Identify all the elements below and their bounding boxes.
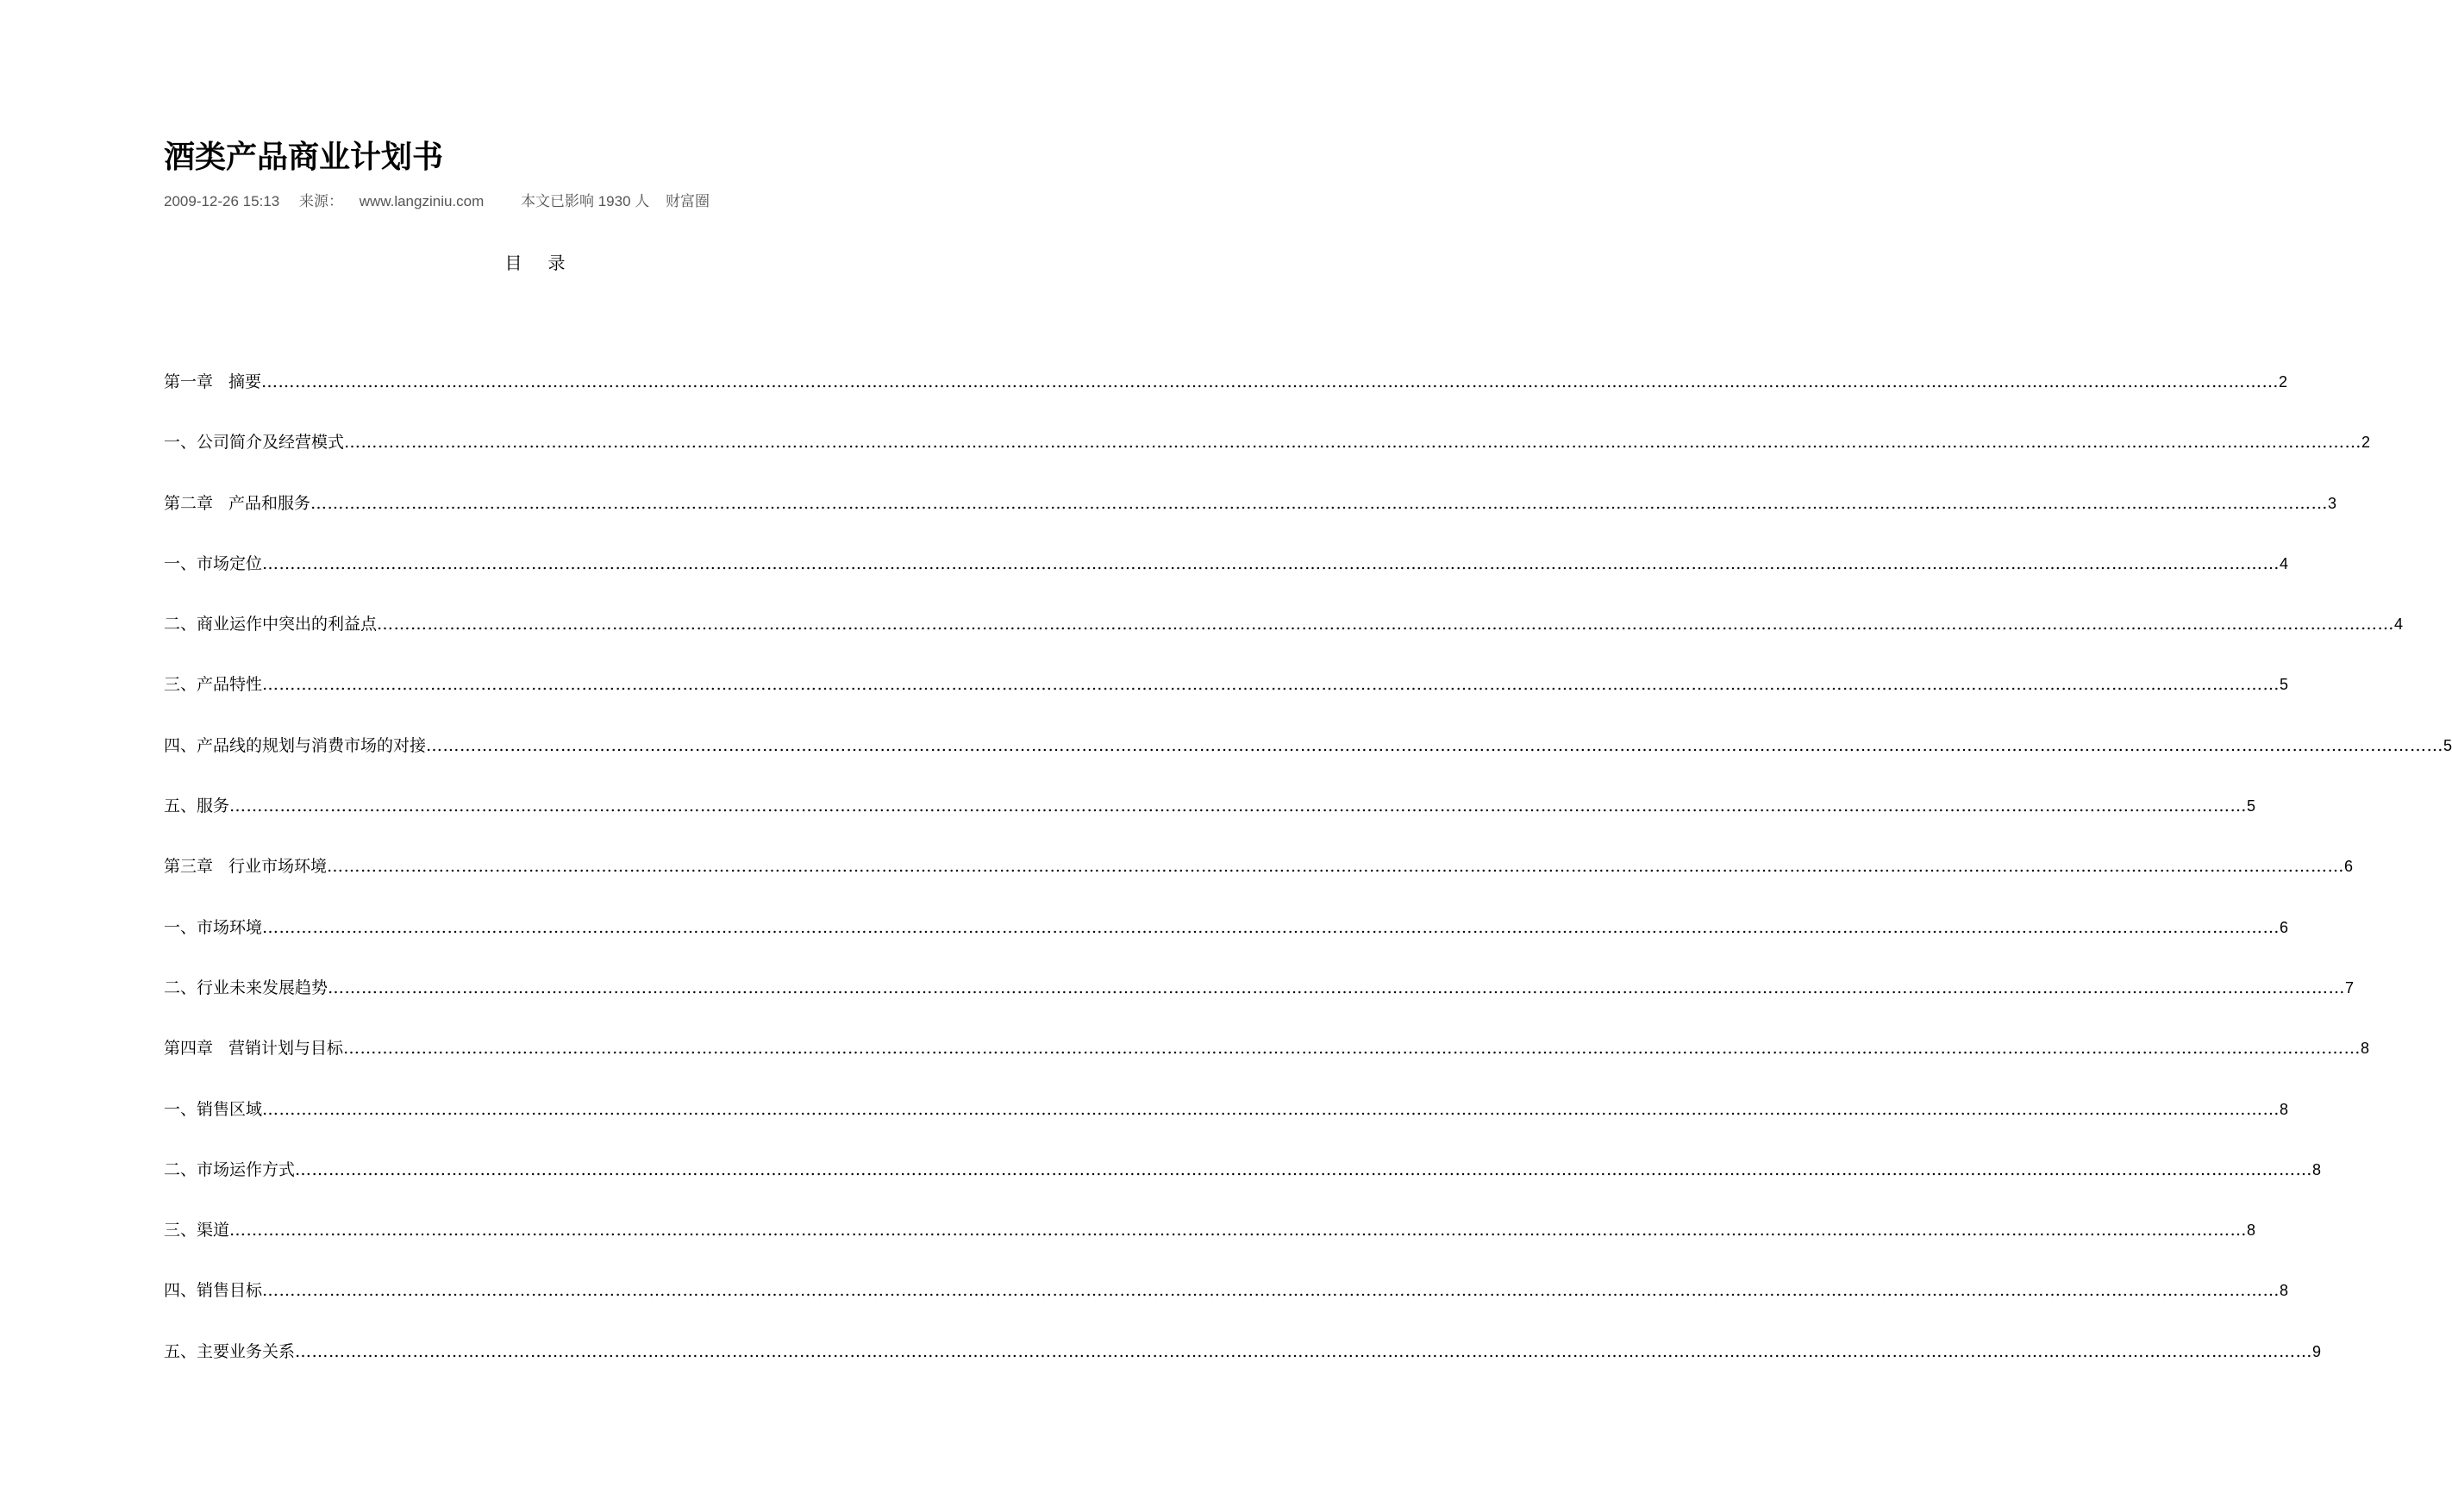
toc-entry-title: 市场环境	[197, 917, 263, 937]
toc-entry-label	[164, 672, 262, 697]
toc-entry-label	[164, 611, 377, 637]
toc-heading: 目录	[504, 253, 591, 273]
toc-entry-title: 摘要	[228, 372, 262, 391]
toc-dot-leader: ………………………………………………………………………………………………………………………………………………………………………………………………………………………………………………………………………………………………………………………………	[344, 433, 2362, 453]
toc-entry-label	[164, 1157, 295, 1183]
toc-entry-title: 市场运作方式	[197, 1159, 296, 1179]
toc-entry-label	[164, 1278, 262, 1303]
toc-dot-leader: ………………………………………………………………………………………………………………………………………………………………………………………………………………………………………………………………………………………………………………………………	[229, 797, 2248, 816]
toc-page-number: 4	[2394, 615, 2404, 634]
toc-page-number: 2	[2361, 434, 2371, 452]
toc-dot-leader: ………………………………………………………………………………………………………………………………………………………………………………………………………………………………………………………………………………………………………………………………	[262, 553, 2280, 573]
toc-page-number: 8	[2247, 1221, 2256, 1240]
toc-entry-title: 销售区域	[197, 1099, 263, 1119]
toc-page-number: 8	[2361, 1040, 2370, 1058]
source-link[interactable]: www.langziniu.com	[359, 193, 485, 209]
toc-dot-leader: ………………………………………………………………………………………………………………………………………………………………………………………………………………………………………………………………………………………………………………………………	[328, 978, 2346, 997]
toc-entry-number: 五、	[164, 1341, 197, 1361]
toc-entry-number: 第二章	[164, 493, 214, 513]
toc-entry-label	[164, 975, 328, 1001]
toc-entry-number: 三、	[164, 1221, 197, 1240]
toc-entry-label	[164, 429, 344, 455]
toc-entry-number: 二、	[164, 978, 197, 997]
toc-section-entry[interactable]	[164, 975, 2355, 1035]
toc-page-number: 8	[2312, 1160, 2322, 1178]
toc-entry-title: 产品特性	[197, 675, 263, 695]
toc-entry-number: 一、	[164, 917, 197, 937]
toc-section-entry[interactable]	[164, 1339, 2322, 1399]
toc-page-number: 4	[2280, 554, 2289, 572]
toc-chapter-entry[interactable]	[164, 490, 2337, 551]
toc-entry-title: 行业未来发展趋势	[197, 978, 328, 997]
toc-page-number: 8	[2280, 1100, 2289, 1118]
toc-entry-number: 五、	[164, 797, 197, 816]
toc-dot-leader: ………………………………………………………………………………………………………………………………………………………………………………………………………………………………………………………………………………………………………………………………	[262, 675, 2280, 695]
toc-section-entry[interactable]	[164, 551, 2289, 611]
toc-chapter-entry[interactable]	[164, 1035, 2370, 1096]
toc-chapter-entry[interactable]	[164, 369, 2288, 429]
toc-entry-title: 服务	[197, 797, 230, 816]
source-label: 来源：	[298, 193, 343, 209]
toc-entry-label	[164, 1097, 262, 1122]
toc-chapter-entry[interactable]	[164, 853, 2354, 914]
toc-dot-leader: ………………………………………………………………………………………………………………………………………………………………………………………………………………………………………………………………………………………………………………………………	[295, 1341, 2313, 1361]
toc-entry-number: 第一章	[164, 372, 214, 391]
toc-section-entry[interactable]	[164, 611, 2404, 672]
toc-section-entry[interactable]	[164, 1278, 2289, 1338]
toc-entry-label	[164, 1035, 343, 1061]
toc-entry-title: 市场定位	[197, 553, 263, 573]
toc-entry-title: 行业市场环境	[228, 857, 328, 877]
toc-dot-leader: ………………………………………………………………………………………………………………………………………………………………………………………………………………………………………………………………………………………………………………………………	[262, 1099, 2280, 1119]
toc-entry-label	[164, 1217, 229, 1243]
toc-entry-title: 渠道	[197, 1221, 230, 1240]
toc-dot-leader: ………………………………………………………………………………………………………………………………………………………………………………………………………………………………………………………………………………………………………………………………	[261, 372, 2280, 391]
toc-entry-title: 主要业务关系	[197, 1341, 296, 1361]
impact-count: 本文已影响 1930 人	[521, 193, 650, 209]
toc-page-number: 9	[2312, 1342, 2322, 1360]
toc-dot-leader: ………………………………………………………………………………………………………………………………………………………………………………………………………………………………………………………………………………………………………………………………	[343, 1039, 2361, 1059]
document-title: 酒类产品商业计划书	[164, 139, 444, 175]
table-of-contents	[164, 369, 2452, 1399]
toc-page-number: 5	[2280, 676, 2289, 694]
toc-page-number: 5	[2443, 736, 2452, 754]
toc-entry-label	[164, 551, 262, 577]
toc-page-number: 2	[2279, 373, 2288, 390]
toc-entry-title: 营销计划与目标	[228, 1039, 344, 1059]
toc-entry-number: 二、	[164, 615, 197, 634]
toc-section-entry[interactable]	[164, 672, 2289, 732]
toc-entry-number: 第三章	[164, 857, 214, 877]
toc-entry-title: 销售目标	[197, 1281, 263, 1301]
toc-entry-title: 产品线的规划与消费市场的对接	[197, 735, 427, 755]
toc-entry-label	[164, 853, 327, 879]
toc-section-entry[interactable]	[164, 733, 2452, 793]
toc-page-number: 6	[2344, 858, 2354, 876]
toc-entry-label	[164, 369, 261, 395]
publish-datetime: 2009-12-26 15:13	[164, 193, 280, 209]
toc-entry-number: 四、	[164, 735, 197, 755]
toc-dot-leader: ………………………………………………………………………………………………………………………………………………………………………………………………………………………………………………………………………………………………………………………………	[426, 735, 2444, 755]
toc-page-number: 3	[2328, 494, 2337, 512]
toc-dot-leader: ………………………………………………………………………………………………………………………………………………………………………………………………………………………………………………………………………………………………………………………………	[262, 1281, 2280, 1301]
toc-entry-number: 第四章	[164, 1039, 214, 1059]
channel-link[interactable]: 财富圈	[666, 193, 710, 209]
toc-entry-number: 三、	[164, 675, 197, 695]
toc-entry-label	[164, 915, 262, 940]
toc-section-entry[interactable]	[164, 429, 2371, 490]
toc-page-number: 5	[2247, 797, 2256, 815]
toc-entry-label	[164, 490, 310, 516]
toc-section-entry[interactable]	[164, 1217, 2256, 1278]
toc-entry-number: 一、	[164, 553, 197, 573]
toc-entry-number: 二、	[164, 1159, 197, 1179]
toc-entry-title: 商业运作中突出的利益点	[197, 615, 378, 634]
toc-section-entry[interactable]	[164, 1157, 2322, 1217]
toc-entry-title: 产品和服务	[228, 493, 311, 513]
toc-section-entry[interactable]	[164, 793, 2256, 853]
toc-dot-leader: ………………………………………………………………………………………………………………………………………………………………………………………………………………………………………………………………………………………………………………………………	[262, 917, 2280, 937]
toc-page-number: 6	[2280, 918, 2289, 936]
toc-page-number: 8	[2280, 1282, 2289, 1300]
toc-entry-label	[164, 1339, 295, 1365]
toc-dot-leader: ………………………………………………………………………………………………………………………………………………………………………………………………………………………………………………………………………………………………………………………………	[310, 493, 2329, 513]
toc-dot-leader: ………………………………………………………………………………………………………………………………………………………………………………………………………………………………………………………………………………………………………………………………	[377, 615, 2395, 634]
toc-entry-title: 公司简介及经营模式	[197, 433, 345, 453]
toc-dot-leader: ………………………………………………………………………………………………………………………………………………………………………………………………………………………………………………………………………………………………………………………………	[229, 1221, 2248, 1240]
toc-dot-leader: ………………………………………………………………………………………………………………………………………………………………………………………………………………………………………………………………………………………………………………………………	[327, 857, 2345, 877]
toc-entry-label	[164, 733, 426, 759]
toc-entry-number: 一、	[164, 1099, 197, 1119]
toc-entry-number: 一、	[164, 433, 197, 453]
toc-section-entry[interactable]	[164, 1097, 2289, 1157]
article-meta	[164, 191, 710, 212]
toc-entry-label	[164, 793, 229, 819]
toc-page-number: 7	[2345, 978, 2355, 997]
toc-section-entry[interactable]	[164, 915, 2289, 975]
toc-dot-leader: ………………………………………………………………………………………………………………………………………………………………………………………………………………………………………………………………………………………………………………………………	[295, 1159, 2313, 1179]
toc-entry-number: 四、	[164, 1281, 197, 1301]
